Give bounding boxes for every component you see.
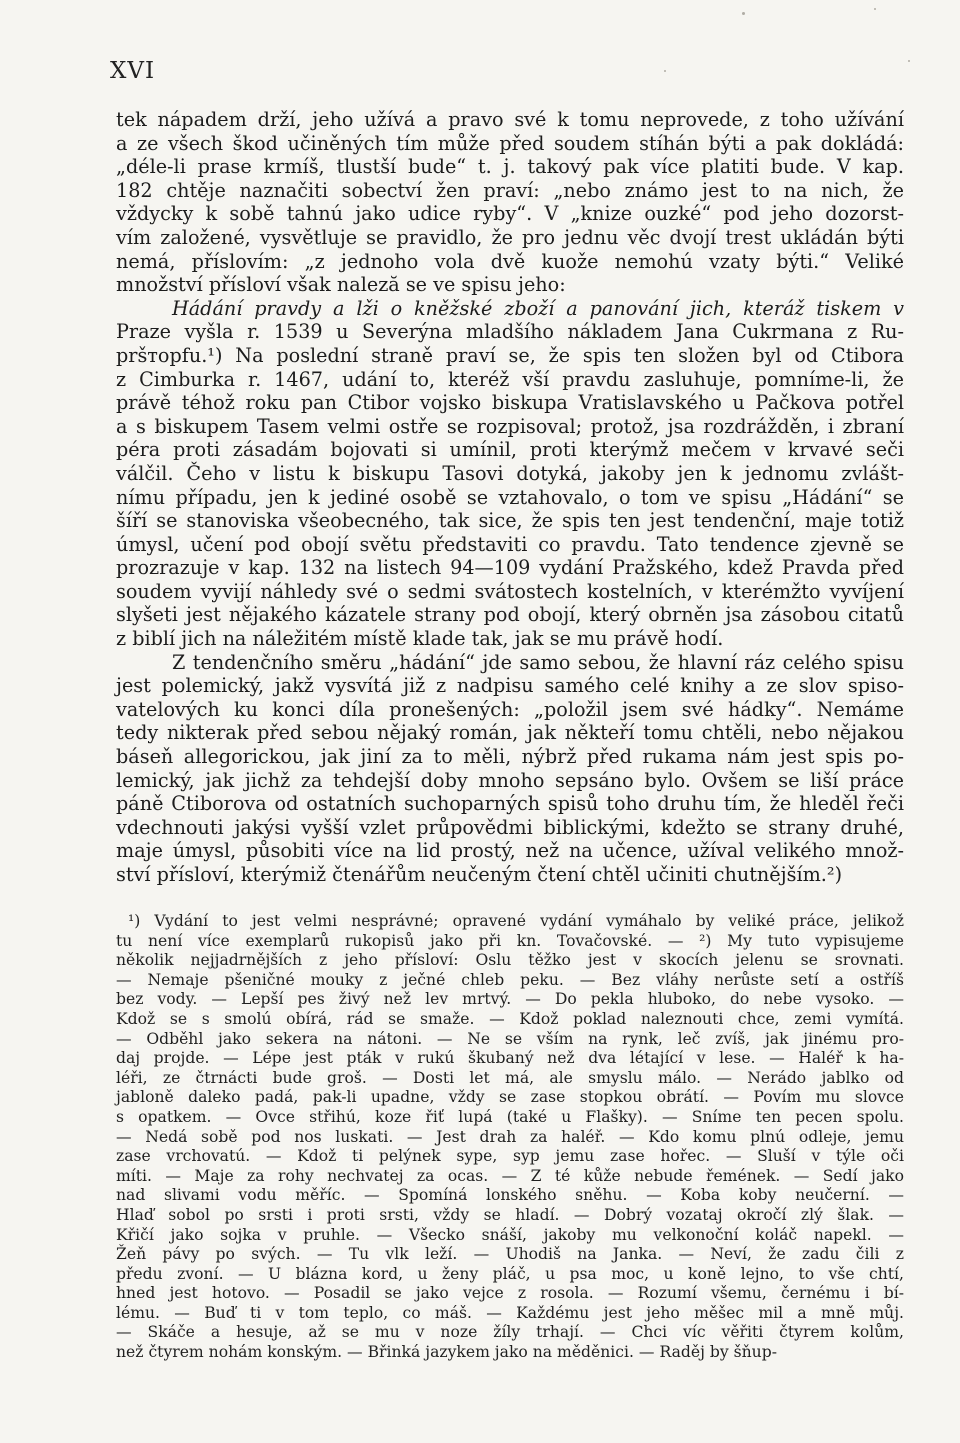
book-title-line: Hádání pravdy a lži o kněžské zboží a panování jich, kteráž tiskem v: [172, 296, 904, 320]
text-line: slyšeti jest nějakého kázatele strany pod obojí, který obrněn jsa zásobou citatů: [116, 603, 904, 627]
footnotes: [116, 912, 904, 1363]
main-text: [116, 108, 904, 887]
text-line: a s biskupem Tasem velmi ostře se rozpisoval; protož, jsa rozdrážděn, i zbraní: [116, 414, 904, 438]
paper-speck: [664, 70, 666, 72]
text-line: a ze všech škod učiněných tím může před soudem stíhán býti a pak dokládá:: [116, 131, 904, 155]
text-line: nímu případu, jen k jediné osobě se vztahovalo, o tom ve spisu „Hádání“ se: [116, 485, 904, 509]
text-line: jest polemický, jakž vysvítá již z nadpisu samého celé knihy a ze slov spiso-: [116, 674, 904, 698]
text-line: Z tendenčního směru „hádání“ jde samo sebou, že hlavní ráz celého spisu: [172, 650, 904, 674]
footnote-line: — Skáče a hesuje, až se mu v noze žíly trhají. — Chci víc věřiti čtyrem kolům,: [116, 1323, 904, 1342]
text-line: právě téhož roku pan Ctibor vojsko biskupa Vratislavského u Pačkova potřel: [116, 391, 904, 415]
paper-speck: [742, 12, 745, 15]
text-line: vždycky k sobě tahnú jako udice ryby“. V „knize ouzké“ pod jeho dozorst-: [116, 202, 904, 226]
text-line: množství přísloví však naleză se ve spisu jeho:: [116, 273, 566, 297]
text-line: maje úmysl, působiti více na lid prostý, než na učence, užíval velikého množ-: [116, 839, 904, 863]
page-number: XVI: [110, 58, 156, 84]
text-line: tedy nikterak před sebou nějaký román, jak někteří tomu chtěli, nebo nějakou: [116, 721, 904, 745]
footnote-line: — Odběhl jako sekera na nátoni. — Ne se vším na rynk, leč zvíš, jak jinému pro-: [116, 1029, 904, 1048]
text-line: válčil. Čeho v listu k biskupu Tasovi dotyká, jakoby jen k jednomu zvlášt-: [116, 461, 904, 485]
text-line: 182 chtěje naznačiti sobectví žen praví: „nebo známo jest to na nich, že: [116, 178, 904, 202]
footnote-line: ¹) Vydání to jest velmi nesprávné; opravené vydání vymáhalo by veliké práce, jelikož: [128, 912, 904, 930]
footnote-line: nad slivami vodu měříc. — Spomíná lonského sněhu. — Koba koby neučerní. —: [116, 1186, 904, 1205]
footnote-line: s opatkem. — Ovce střihú, koze řiť lupá (také u Flašky). — Sníme ten pecen spolu.: [116, 1107, 904, 1126]
text-line: péra proti zásadám bojovati si umínil, proti kterýmž mečem v krvavé seči: [116, 438, 904, 462]
text-line: lemický, jak jichž za tehdejší doby mnoho sepsáno bylo. Ovšem se liší práce: [116, 768, 904, 792]
text-line: úmysl, učení pod obojí světu představiti co pravdu. Tato tendence zjevně se: [116, 532, 904, 556]
text-line: vatelových ku konci díla pronešených: „položil jsem své hádky“. Nemáme: [116, 697, 904, 721]
text-line: z biblí jich na náležitém místě klade tak, jak se mu právě hodí.: [116, 627, 724, 651]
footnote-line: jabloně daleko padá, pak-li upadne, vždy se zase stopkou obrátí. — Povím mu slovce: [116, 1088, 904, 1107]
text-line: páně Ctiborova od ostatních suchoparných spisů toho druhu tím, že hleděl řeči: [116, 792, 904, 816]
text-line: „déle-li prase krmíš, tlustší bude“ t. j. takový pak více platiti bude. V kap.: [116, 155, 904, 179]
text-line: nemá, příslovím: „z jednoho vola dvě kuože nemohú vzaty býti.“ Veliké: [116, 249, 904, 273]
footnote-line: Křičí jako sojka v pruhle. — Všecko snáší, jakoby mu velkonoční koláč napekl. —: [116, 1225, 904, 1244]
paper-speck: [908, 60, 910, 62]
text-line: Praze vyšla r. 1539 u Severýna mladšího nákladem Jana Cukrmana z Ru-: [116, 320, 904, 344]
footnote-line: léři, ze čtrnácti bude groš. — Dosti let má, ale smyslu málo. — Nerádo jablko od: [116, 1068, 904, 1087]
text-line: šíří se stanoviska všeobecného, tak sice, že spis ten jest tendenční, maje totiž: [116, 509, 904, 533]
footnote-line: Hlaď sobol po srsti i proti srsti, vždy se hladí. — Dobrý vozataj okročí zlý šlak. —: [116, 1205, 904, 1224]
footnote-line: Žeň pávy po svých. — Tu vlk leží. — Uhodiš na Janka. — Neví, že zadu čili z: [116, 1245, 904, 1264]
footnote-line: — Nedá sobě pod nos luskati. — Jest drah za haléř. — Kdo komu plnú odleje, jemu: [116, 1127, 904, 1146]
footnote-line: několik nejjadrnějších z jeho přísloví: Oslu těžko jest v skocích jelenu se srovnati.: [116, 951, 904, 970]
text-line: tek nápadem drží, jeho užívá a pravo své k tomu neprovede, z toho užívání: [116, 108, 904, 131]
footnote-line: daj projde. — Lépe jest pták v rukú škubaný než dva létající v lese. — Haléř k ha-: [116, 1049, 904, 1068]
text-line: soudem vyvijí náhledy své o sedmi svátostech kostelních, v kterémžto vyvíjení: [116, 579, 904, 603]
footnote-line: než čtyrem nohám konským. — Břinká jazykem jako na měděnici. — Raděj by šňup-: [116, 1343, 777, 1362]
text-line: pršторfu.¹) Na poslední straně praví se, že spis ten složen byl od Ctibora: [116, 343, 904, 367]
text-line: ství přísloví, kterýmiž čtenářům neučeným čtení chtěl učiniti chutnějším.²): [116, 863, 843, 886]
footnote-line: míti. — Maje za rohy nechvatej za ocas. — Z té kůže nebude řemének. — Sedí jako: [116, 1166, 904, 1185]
text-line: vdechnouti jakýsi vyšší vzlet průpovědmi biblickými, kdežto se strany druhé,: [116, 815, 904, 839]
footnote-line: zase vrchovatú. — Kdož ti pelýnek sype, syp jemu zase hořec. — Sluší v týle oči: [116, 1147, 904, 1166]
text-line: báseň allegorickou, jak jiní za to měli, nýbrž před rukama nám jest spis po-: [116, 745, 904, 769]
footnote-line: Kdož se s smolú obírá, rád se smaže. — Kdož poklad naleznouti chce, zemi vymítá.: [116, 1009, 904, 1028]
footnote-line: lému. — Buď ti v tom teplo, co máš. — Každému jest jeho měšec mil a mně můj.: [116, 1303, 904, 1322]
footnote-line: tu není více exemplarů rukopisů jako při kn. Tovačovské. — ²) My tuto vypisujeme: [116, 931, 904, 950]
footnote-line: — Nemaje pšeničné mouky z ječné chleb peku. — Bez vláhy nerůste setí a ostříš: [116, 970, 904, 989]
footnote-line: bez vody. — Lepší pes živý než lev mrtvý. — Do pekla hluboko, do nebe vysoko. —: [116, 990, 904, 1009]
footnote-line: předu zvoní. — U blázna kord, u ženy pláč, u psa moc, u koně lejno, to vše chtí,: [116, 1264, 904, 1283]
text-line: prozrazuje v kap. 132 na listech 94—109 vydání Pražského, kdež Pravda před: [116, 556, 904, 580]
footnote-line: hned jest hotovo. — Posadil se jako vejce z rosola. — Rozumí všemu, černému i bí-: [116, 1284, 904, 1303]
text-line: vím založené, vysvětluje se pravidlo, že pro jednu věc dvojí trest ukládán býti: [116, 225, 904, 249]
paper-speck: [874, 8, 876, 10]
text-line: z Cimburka r. 1467, udání to, kteréž vší pravdu zasluhuje, pomníme-li, že: [116, 367, 904, 391]
